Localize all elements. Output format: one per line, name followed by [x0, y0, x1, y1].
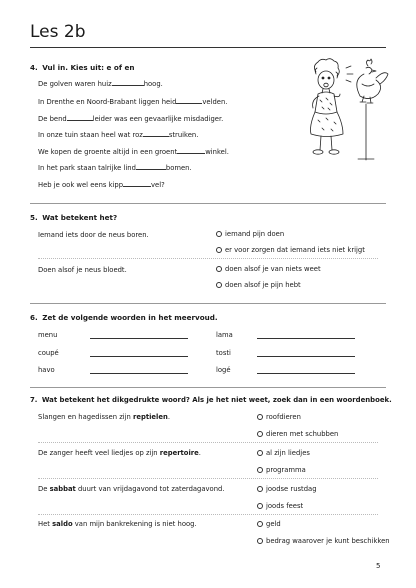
- fill-blank-6[interactable]: [136, 164, 166, 170]
- vocab-sentence-2: De zanger heeft veel liedjes op zijn repertoire.: [38, 449, 201, 457]
- radio-icon[interactable]: [257, 414, 263, 420]
- lesson-title: Les 2b: [30, 22, 86, 42]
- idiom-2-option-1[interactable]: doen alsof je van niets weet: [216, 265, 321, 273]
- plural-answer-line[interactable]: [90, 356, 188, 357]
- fill-blank-4[interactable]: [143, 131, 169, 137]
- dotted-separator: [38, 514, 378, 515]
- plural-word: havo: [38, 366, 55, 374]
- idiom-prompt-2: Doen alsof je neus bloedt.: [38, 266, 127, 274]
- vocab-1-option-1[interactable]: roofdieren: [257, 413, 301, 421]
- radio-icon[interactable]: [257, 486, 263, 492]
- fill-blank-3[interactable]: [67, 115, 93, 121]
- vocab-2-option-1[interactable]: al zijn liedjes: [257, 449, 310, 457]
- plural-answer-line[interactable]: [257, 356, 355, 357]
- section6-heading: 6. Zet de volgende woorden in het meervoud.: [30, 313, 218, 322]
- plural-word: tosti: [216, 349, 231, 357]
- radio-icon[interactable]: [257, 431, 263, 437]
- fill-blank-2[interactable]: [176, 98, 202, 104]
- radio-icon[interactable]: [257, 521, 263, 527]
- radio-icon[interactable]: [216, 266, 222, 272]
- plural-answer-line[interactable]: [257, 338, 355, 339]
- vocab-sentence-4: Het saldo van mijn bankrekening is niet hoog.: [38, 520, 197, 528]
- title-rule: [30, 47, 386, 48]
- idiom-2-option-2[interactable]: doen alsof je pijn hebt: [216, 281, 301, 289]
- section7-heading: 7. Wat betekent het dikgedrukte woord? Als je het niet weet, zoek dan in een woordenboek.: [30, 396, 392, 404]
- vocab-3-option-1[interactable]: joodse rustdag: [257, 485, 317, 493]
- fill-blank-5[interactable]: [177, 148, 205, 154]
- section-divider-2: [30, 303, 386, 304]
- vocab-4-option-2[interactable]: bedrag waarover je kunt beschikken: [257, 537, 390, 545]
- plural-word: logé: [216, 366, 231, 374]
- section-divider-3: [30, 387, 386, 388]
- plural-answer-line[interactable]: [257, 373, 355, 374]
- vocab-3-option-2[interactable]: joods feest: [257, 502, 303, 510]
- plural-word: lama: [216, 331, 233, 339]
- section-divider-1: [30, 203, 386, 204]
- fill-blank-1[interactable]: [112, 80, 144, 86]
- section4-choice-a: e: [106, 63, 112, 72]
- fill-sentence-2: In Drenthe en Noord-Brabant liggen heid velden.: [38, 98, 228, 106]
- plural-answer-line[interactable]: [90, 373, 188, 374]
- vocab-4-option-1[interactable]: geld: [257, 520, 281, 528]
- girl-with-chicken-illustration: [306, 58, 390, 162]
- plural-answer-line[interactable]: [90, 338, 188, 339]
- fill-sentence-4: In onze tuin staan heel wat roz struiken.: [38, 131, 199, 139]
- vocab-sentence-3: De sabbat duurt van vrijdagavond tot zaterdagavond.: [38, 485, 225, 493]
- fill-sentence-7: Heb je ook wel eens kipp vel?: [38, 181, 165, 189]
- idiom-1-option-2[interactable]: er voor zorgen dat iemand iets niet krijgt: [216, 246, 365, 254]
- section4-choice-join: of: [111, 63, 125, 72]
- idiom-prompt-1: Iemand iets door de neus boren.: [38, 231, 149, 239]
- dotted-separator: [38, 478, 378, 479]
- dotted-separator: [38, 258, 378, 259]
- radio-icon[interactable]: [257, 450, 263, 456]
- dotted-separator: [38, 442, 378, 443]
- idiom-1-option-1[interactable]: iemand pijn doen: [216, 230, 284, 238]
- radio-icon[interactable]: [257, 467, 263, 473]
- section4-instruction: Vul in. Kies uit:: [42, 63, 107, 72]
- radio-icon[interactable]: [257, 538, 263, 544]
- fill-sentence-5: We kopen de groente altijd in een groent winkel.: [38, 148, 229, 156]
- vocab-sentence-1: Slangen en hagedissen zijn reptielen.: [38, 413, 170, 421]
- radio-icon[interactable]: [257, 503, 263, 509]
- radio-icon[interactable]: [216, 247, 222, 253]
- page-number: 5: [376, 562, 381, 570]
- section5-heading: 5. Wat betekent het?: [30, 213, 118, 222]
- section4-number: 4.: [30, 63, 38, 72]
- fill-sentence-3: De bend leider was een gevaarlijke misdadiger.: [38, 115, 224, 123]
- fill-blank-7[interactable]: [123, 181, 151, 187]
- vocab-1-option-2[interactable]: dieren met schubben: [257, 430, 338, 438]
- plural-word: coupé: [38, 349, 59, 357]
- radio-icon[interactable]: [216, 282, 222, 288]
- radio-icon[interactable]: [216, 231, 222, 237]
- fill-sentence-1: De golven waren huiz hoog.: [38, 80, 163, 88]
- section4-heading: [30, 63, 135, 72]
- fill-sentence-6: In het park staan talrijke lind bomen.: [38, 164, 192, 172]
- plural-word: menu: [38, 331, 58, 339]
- section4-choice-b: en: [124, 63, 135, 72]
- vocab-2-option-2[interactable]: programma: [257, 466, 306, 474]
